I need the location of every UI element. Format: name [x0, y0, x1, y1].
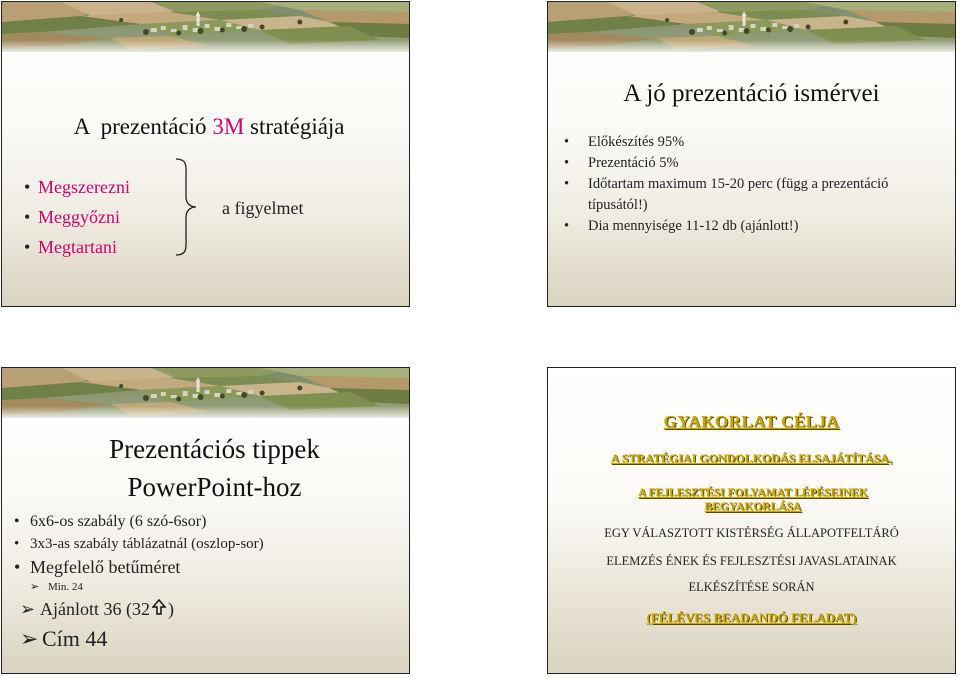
- criteria-list: [564, 132, 934, 237]
- goal-line: A STRATÉGIAI GONDOLKODÁS ELSAJÁTÍTÁSA,: [610, 451, 893, 465]
- tips-list: [14, 511, 264, 655]
- list-item: • Dia mennyisége 11-12 db (ajánlott!): [564, 216, 934, 237]
- goal-line: ELKÉSZÍTÉSE SORÁN: [688, 580, 815, 594]
- goal-line: ELEMZÉS ÉNEK ÉS FEJLESZTÉSI JAVASLATAINAK: [606, 554, 897, 568]
- arrow-up-icon: [152, 595, 166, 623]
- curly-brace-icon: [172, 157, 198, 257]
- goal-line: EGY VÁLASZTOTT KISTÉRSÉG ÁLLAPOTFELTÁRÓ: [604, 526, 899, 540]
- title-accent: 3M: [212, 114, 245, 139]
- slide-3m-strategy: [1, 1, 410, 307]
- slide-powerpoint-tips: [1, 367, 410, 674]
- sub-item: ➢ Min. 24: [30, 579, 264, 595]
- brace-label: a figyelmet: [222, 198, 304, 218]
- list-item: • Meggyőzni: [24, 202, 130, 232]
- list-item: • 6x6-os szabály (6 szó-6sor): [14, 513, 207, 530]
- assignment-note: (FÉLÉVES BEADANDÓ FELADAT): [646, 610, 857, 625]
- list-item: • 3x3-as szabály táblázatnál (oszlop-sor): [14, 536, 264, 552]
- m-list: [24, 172, 130, 262]
- slide-title: A jó prezentáció ismérvei: [623, 80, 880, 107]
- list-item: • Időtartam maximum 15-20 perc (függ a prezentáció típusától!): [564, 174, 934, 216]
- goal-line: A FEJLESZTÉSI FOLYAMAT LÉPÉSEINEK BEGYAKORLÁSA: [638, 487, 868, 513]
- list-item: • Megtartani: [24, 232, 130, 262]
- slide-title: A prezentáció 3M stratégiája: [73, 114, 345, 139]
- slide-title: Prezentációs tippek PowerPoint-hoz: [109, 434, 320, 502]
- list-item: • Prezentáció 5%: [564, 153, 934, 174]
- list-item: • Előkészítés 95%: [564, 132, 934, 153]
- sub-item: ➢ Ajánlott 36 (32 ): [20, 595, 264, 623]
- exercise-heading: GYAKORLAT CÉLJA: [663, 412, 840, 431]
- sub-item: ➢ Cím 44: [20, 623, 264, 655]
- slide-good-presentation: [547, 1, 956, 307]
- list-item: • Megfelelő betűméret: [14, 557, 181, 577]
- list-item: • Megszerezni: [24, 172, 130, 202]
- slide-exercise-goal: [547, 367, 956, 674]
